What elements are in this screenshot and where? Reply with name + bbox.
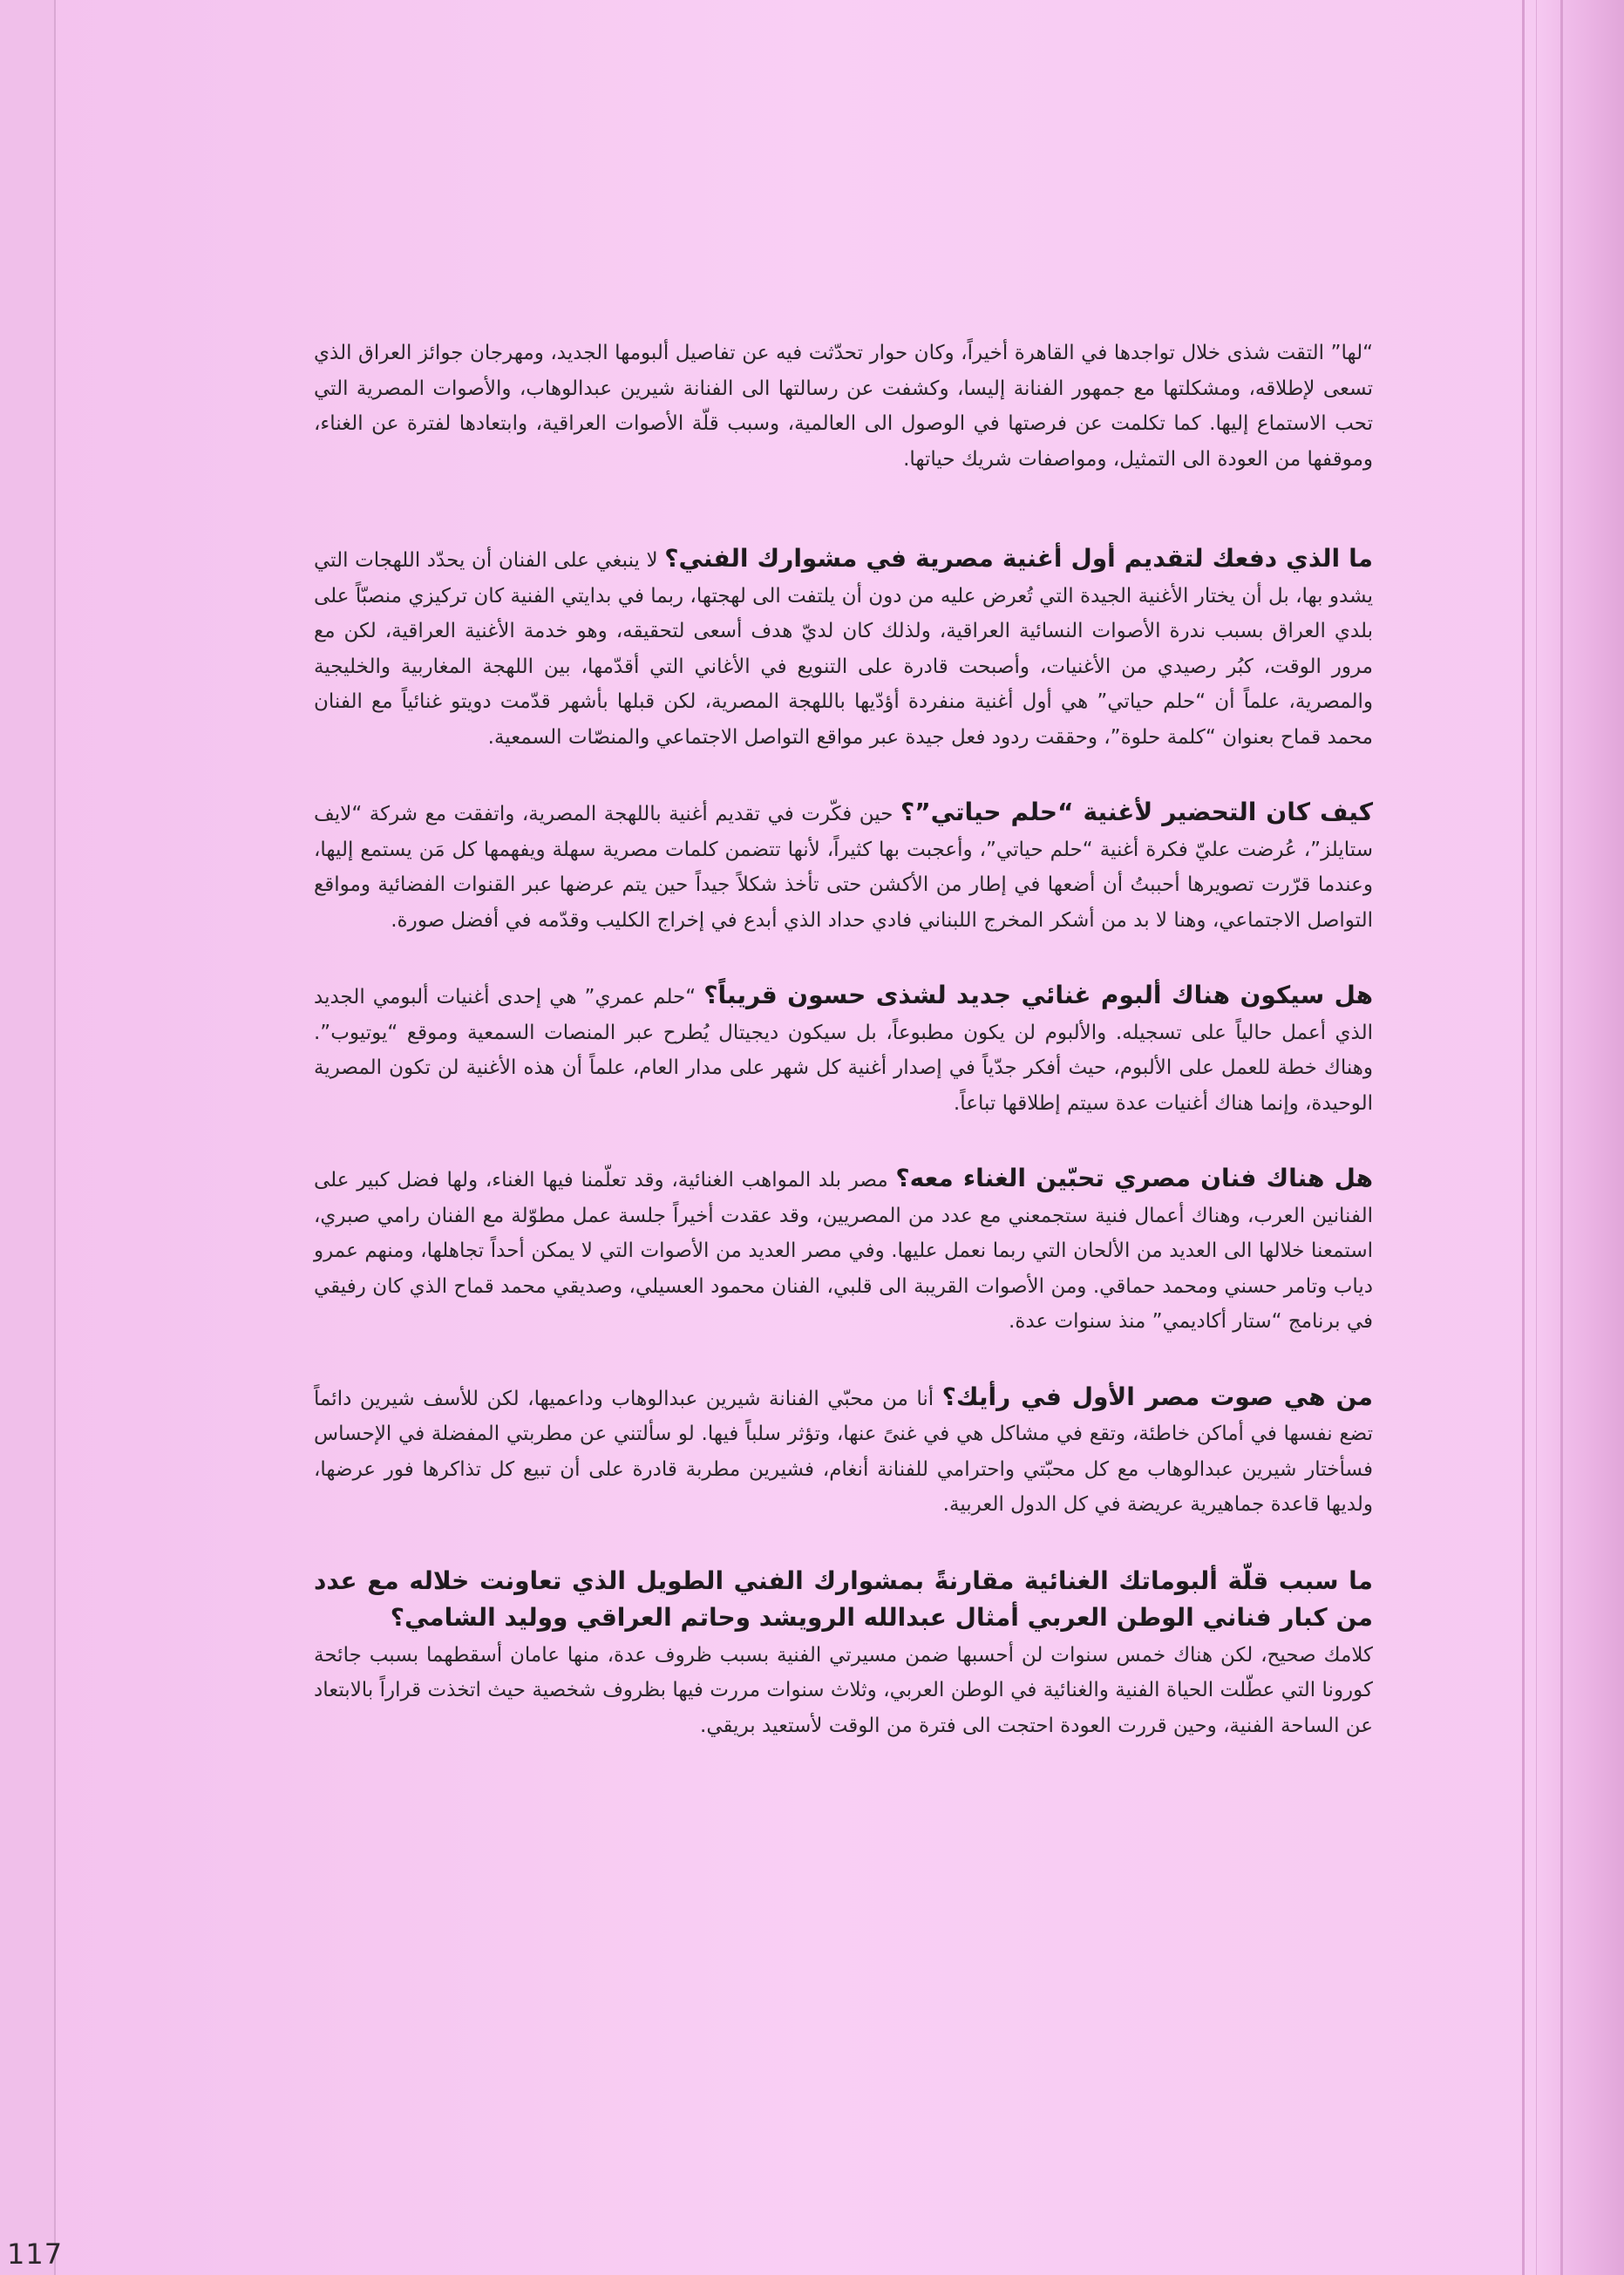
- article-body: [314, 336, 1373, 1773]
- qa-paragraph: [314, 978, 1373, 1121]
- edge-line: [1560, 0, 1563, 2275]
- question: كيف كان التحضير لأغنية “حلم حياتي”؟: [900, 798, 1374, 826]
- qa-paragraph: [314, 795, 1373, 938]
- question: ما الذي دفعك لتقديم أول أغنية مصرية في مشوارك الفني؟: [664, 544, 1373, 573]
- question: من هي صوت مصر الأول في رأيك؟: [941, 1382, 1373, 1411]
- question: هل سيكون هناك ألبوم غنائي جديد لشذى حسون قريباً؟: [703, 981, 1374, 1009]
- qa-paragraph: [314, 1563, 1373, 1744]
- page-number: 117: [7, 2238, 64, 2271]
- answer: لا ينبغي على الفنان أن يحدّد اللهجات التي يشدو بها، بل أن يختار الأغنية الجيدة التي تُعرض عليه من دون أن يلتفت الى لهجتها، ربما في بدايتي الفنية كان تركيزي منصبّاً على بلدي العراق بسبب ندرة الأصوات النسائية العراقية، ولذلك كان لديّ هدف أسعى لتحقيقه، وهو خدمة الأغنية العراقية، لكن مع مرور الوقت، كبُر رصيدي من الأغنيات، وأصبحت قادرة على التنويع في الأغاني التي أقدّمها، بين اللهجة المغاربية والخليجية والمصرية، علماً أن “حلم حياتي” هي أول أغنية منفردة أؤدّيها باللهجة المصرية، لكن قبلها بأشهر قدّمت دويتو غنائياً مع الفنان محمد قماح بعنوان “كلمة حلوة”، وحققت ردود فعل جيدة عبر مواقع التواصل الاجتماعي والمنصّات السمعية.: [314, 549, 1373, 749]
- question: ما سبب قلّة ألبوماتك الغنائية مقارنةً بمشوارك الفني الطويل الذي تعاونت خلاله مع عدد من كبار فناني الوطن العربي أمثال عبدالله الرويشد وحاتم العراقي ووليد الشامي؟: [314, 1565, 1373, 1632]
- page-gutter: [0, 0, 56, 2275]
- answer: حين فكّرت في تقديم أغنية باللهجة المصرية، واتفقت مع شركة “لايف ستايلز”، عُرضت عليّ فكرة أغنية “حلم حياتي”، وأعجبت بها كثيراً، لأنها تتضمن كلمات مصرية سهلة ويفهمها كل مَن يستمع إليها، وعندما قرّرت تصويرها أحببتُ أن أضعها في إطار من الأكشن حتى تأخذ شكلاً جيداً حين يتم عرضها عبر القنوات الفضائية ومواقع التواصل الاجتماعي، وهنا لا بد من أشكر المخرج اللبناني فادي حداد الذي أبدع في إخراج الكليب وقدّمه في أفضل صورة.: [314, 803, 1373, 932]
- answer: مصر بلد المواهب الغنائية، وقد تعلّمنا فيها الغناء، ولها فضل كبير على الفنانين العرب، وهناك أعمال فنية ستجمعني مع عدد من المصريين، وقد عقدت أخيراً جلسة عمل مطوّلة مع الفنان رامي صبري، استمعنا خلالها الى العديد من الألحان التي ربما نعمل عليها. وفي مصر العديد من الأصوات التي لا يمكن أحداً تجاهلها، ومنهم عمرو دياب وتامر حسني ومحمد حماقي. ومن الأصوات القريبة الى قلبي، الفنان محمود العسيلي، وصديقي محمد قماح الذي كان رفيقي في برنامج “ستار أكاديمي” منذ سنوات عدة.: [314, 1169, 1373, 1333]
- question: هل هناك فنان مصري تحبّين الغناء معه؟: [895, 1164, 1373, 1192]
- intro-paragraph: “لها” التقت شذى خلال تواجدها في القاهرة أخيراً، وكان حوار تحدّثت فيه عن تفاصيل ألبومها الجديد، ومهرجان جوائز العراق الذي تسعى لإطلاقه، ومشكلتها مع جمهور الفنانة إليسا، وكشفت عن رسالتها الى الفنانة شيرين عبدالوهاب، والأصوات المصرية التي تحب الاستماع إليها. كما تكلمت عن فرصتها في الوصول الى العالمية، وسبب قلّة الأصوات العراقية، وابتعادها لفترة عن الغناء، وموقفها من العودة الى التمثيل، ومواصفات شريك حياتها.: [314, 342, 1373, 471]
- qa-paragraph: [314, 541, 1373, 755]
- answer: “حلم عمري” هي إحدى أغنيات ألبومي الجديد الذي أعمل حالياً على تسجيله. والألبوم لن يكون مطبوعاً، بل سيكون ديجيتال يُطرح عبر المنصات السمعية وموقع “يوتيوب”. وهناك خطة للعمل على الألبوم، حيث أفكر جدّياً في إصدار أغنية كل شهر على مدار العام، علماً أن هذه الأغنية لن تكون المصرية الوحيدة، وإنما هناك أغنيات عدة سيتم إطلاقها تباعاً.: [314, 986, 1373, 1115]
- qa-paragraph: [314, 1161, 1373, 1340]
- qa-paragraph: [314, 1380, 1373, 1523]
- answer: أنا من محبّي الفنانة شيرين عبدالوهاب وداعميها، لكن للأسف شيرين دائماً تضع نفسها في أماكن خاطئة، وتقع في مشاكل هي في غنىً عنها، وتؤثر سلباً فيها. لو سألتني عن مطربتي المفضلة في الإحساس فسأختار شيرين عبدالوهاب مع كل محبّتي واحترامي للفنانة أنغام، فشيرين مطربة قادرة على أن تبيع كل تذاكرها فور عرضها، ولديها قاعدة جماهيرية عريضة في كل الدول العربية.: [314, 1387, 1373, 1516]
- answer: كلامك صحيح، لكن هناك خمس سنوات لن أحسبها ضمن مسيرتي الفنية بسبب ظروف عدة، منها عامان أسقطهما بسبب جائحة كورونا التي عطّلت الحياة الفنية والغنائية في الوطن العربي، وثلاث سنوات مررت فيها بظروف شخصية حيث اتخذت قراراً بالابتعاد عن الساحة الفنية، وحين قررت العودة احتجت الى فترة من الوقت لأستعيد بريقي.: [314, 1643, 1373, 1737]
- page-edge: [1536, 0, 1624, 2275]
- edge-line: [1522, 0, 1525, 2275]
